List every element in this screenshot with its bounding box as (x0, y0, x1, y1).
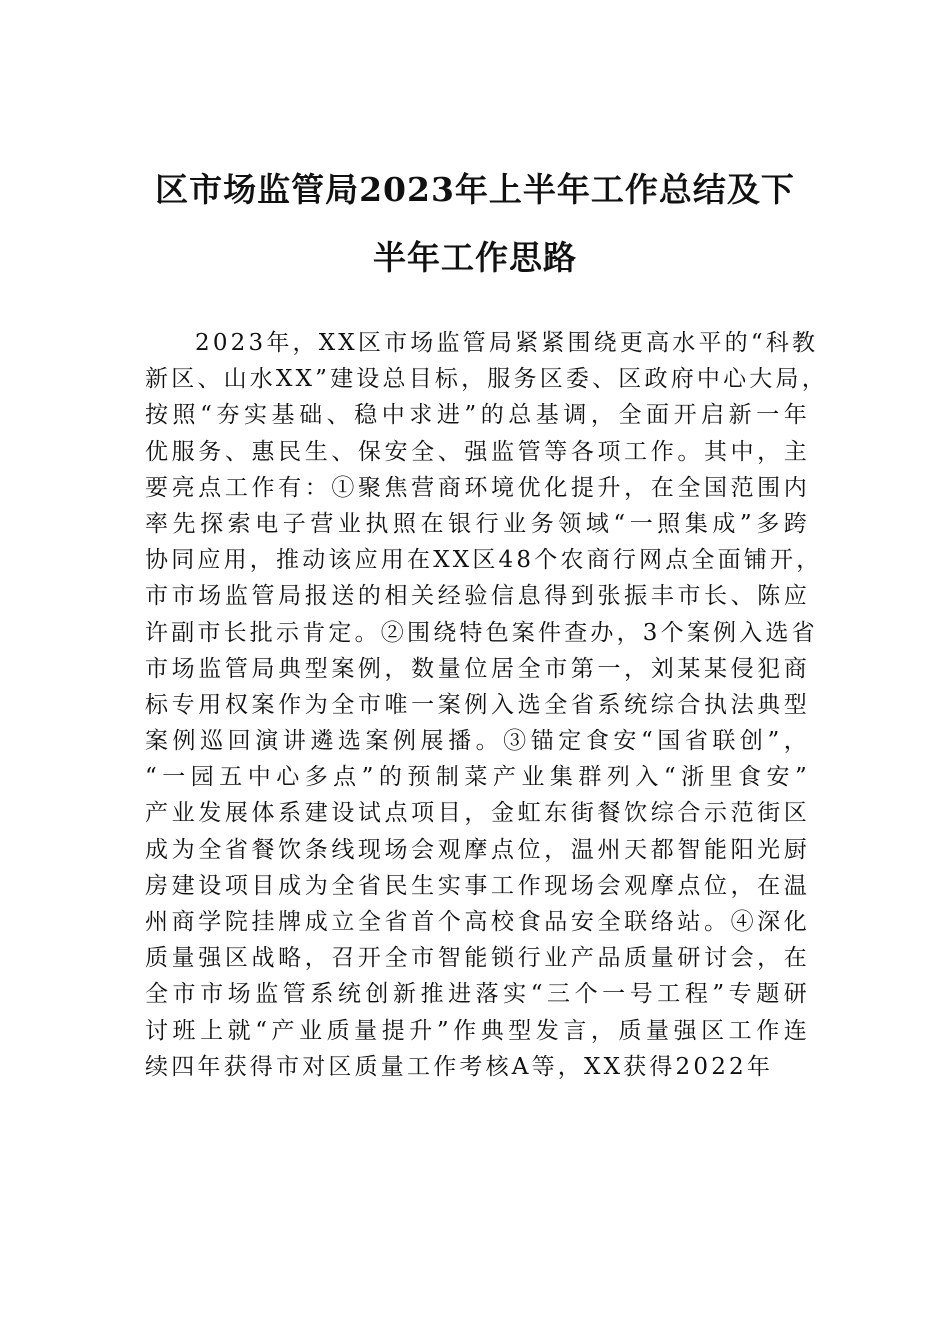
body-line: 讨班上就“产业质量提升”作典型发言，质量强区工作连 (145, 1017, 810, 1044)
body-line: 产业发展体系建设试点项目，金虹东街餐饮综合示范街区 (145, 800, 810, 827)
document-body (145, 325, 828, 1085)
body-line: 续四年获得市对区质量工作考核A等，XX获得2022年 (145, 1053, 774, 1080)
body-line: 优服务、惠民生、保安全、强监管等各项工作。其中，主 (145, 438, 810, 465)
body-line: 州商学院挂牌成立全省首个高校食品安全联络站。④深化 (145, 909, 810, 935)
body-line: 案例巡回演讲遴选案例展播。③锚定食安“国省联创”， (145, 728, 810, 755)
body-line: 2023年，XX区市场监管局紧紧围绕更高水平的“科教 (195, 330, 819, 356)
body-line: “一园五中心多点”的预制菜产业集群列入“浙里食安” (145, 764, 810, 791)
body-line: 标专用权案作为全市唯一案例入选全省系统综合执法典型 (145, 691, 810, 718)
body-line: 率先探索电子营业执照在银行业务领域“一照集成”多跨 (145, 510, 810, 537)
body-line: 房建设项目成为全省民生实事工作现场会观摩点位，在温 (145, 872, 810, 899)
body-line: 市场监管局典型案例，数量位居全市第一，刘某某侵犯商 (145, 655, 810, 682)
body-line: 质量强区战略，召开全市智能锁行业产品质量研讨会，在 (145, 945, 810, 972)
body-line: 协同应用，推动该应用在XX区48个农商行网点全面铺开， (145, 547, 823, 574)
body-line: 新区、山水XX”建设总目标，服务区委、区政府中心大局， (145, 366, 828, 393)
body-line: 全市市场监管系统创新推进落实“三个一号工程”专题研 (145, 981, 810, 1008)
body-line: 要亮点工作有：①聚焦营商环境优化提升，在全国范围内 (145, 474, 810, 501)
body-line: 许副市长批示肯定。②围绕特色案件查办，3个案例入选省 (145, 619, 818, 646)
body-line: 成为全省餐饮条线现场会观摩点位，温州天都智能阳光厨 (145, 836, 810, 863)
body-line: 按照“夯实基础、稳中求进”的总基调，全面开启新一年 (145, 402, 810, 429)
body-line: 市市场监管局报送的相关经验信息得到张振丰市长、陈应 (145, 583, 810, 610)
document-title-line-2: 半年工作思路 (373, 238, 577, 277)
document-title-line-1: 区市场监管局2023年上半年工作总结及下 (155, 170, 795, 209)
